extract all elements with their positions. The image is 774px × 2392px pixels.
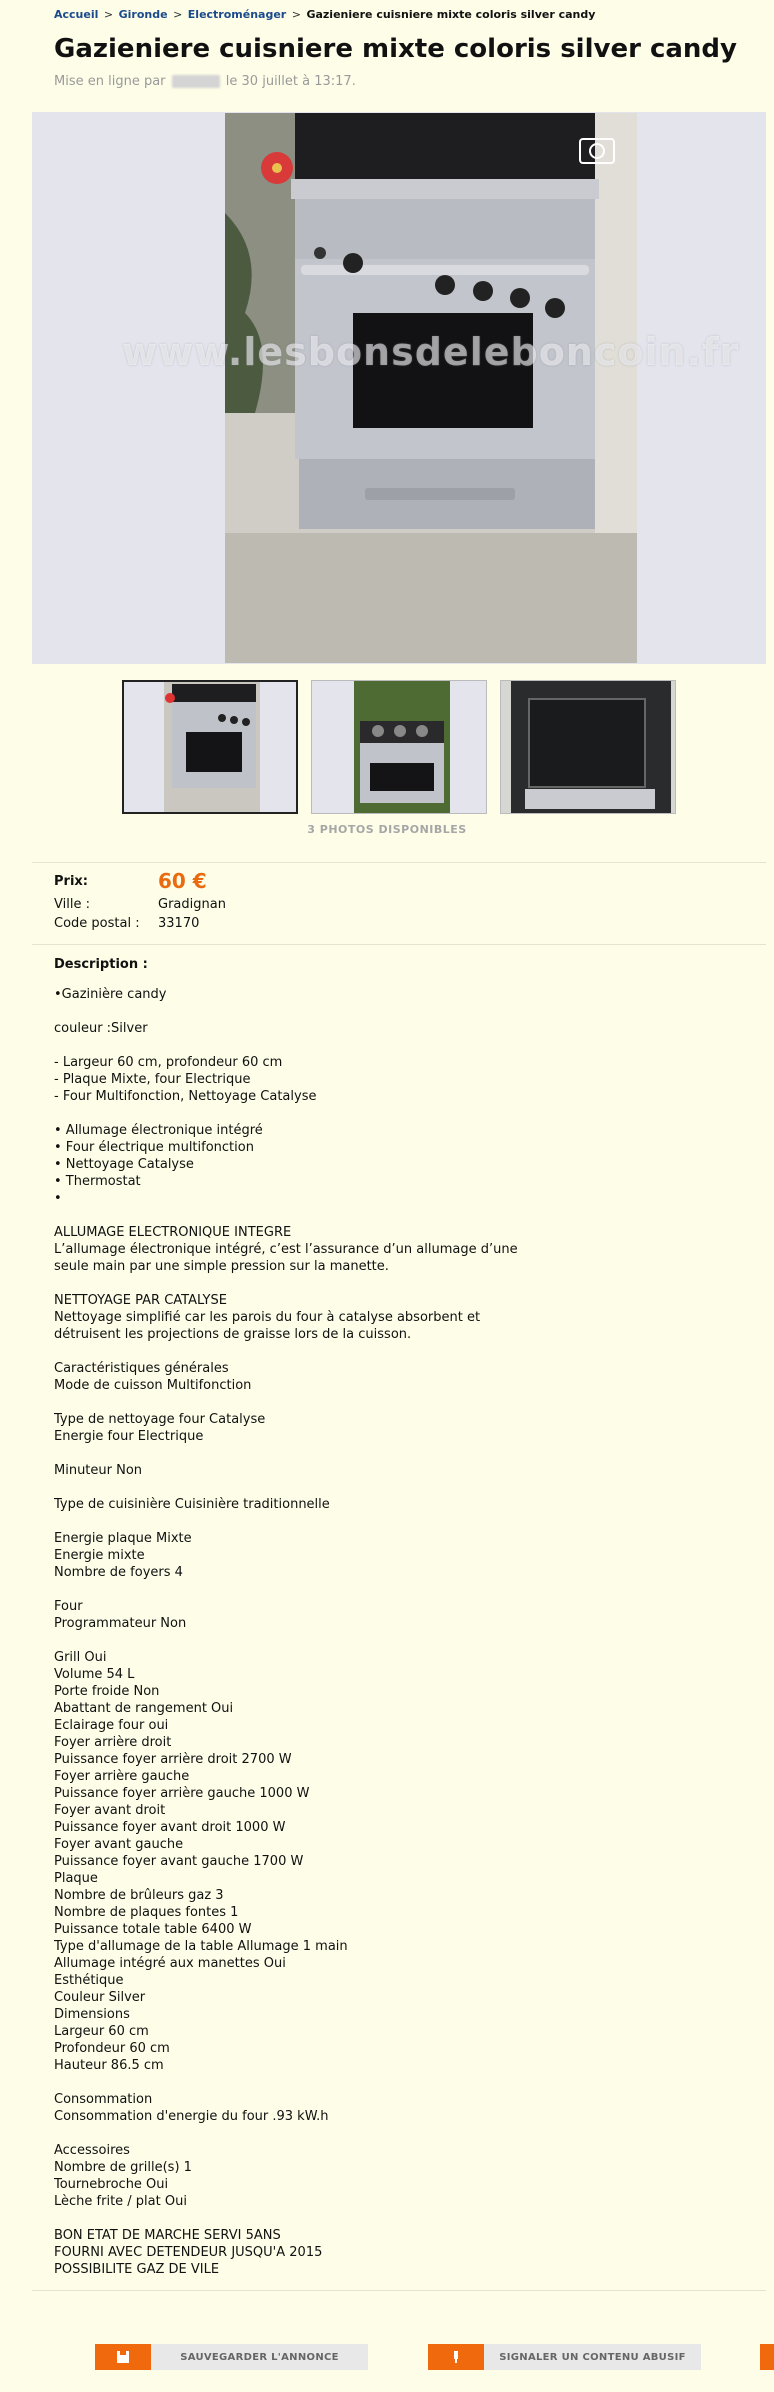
breadcrumb-current: Gazieniere cuisniere mixte coloris silver candy xyxy=(306,8,596,21)
divider xyxy=(32,944,766,945)
page-title: Gazieniere cuisniere mixte coloris silver candy xyxy=(54,34,737,64)
save-ad-button[interactable] xyxy=(95,2344,368,2370)
price-value: 60 € xyxy=(158,869,207,893)
breadcrumb-separator: > xyxy=(103,8,114,21)
breadcrumb xyxy=(54,8,595,21)
divider xyxy=(32,2290,766,2291)
blurred-username xyxy=(172,75,220,88)
breadcrumb-separator: > xyxy=(173,8,183,21)
description-title: Description : xyxy=(54,957,148,972)
report-icon-box xyxy=(428,2344,484,2370)
thumbnail-image xyxy=(312,681,486,813)
watermark: www.lesbonsdeleboncoin.fr xyxy=(122,330,740,374)
breadcrumb-link-accueil[interactable]: Accueil xyxy=(54,8,99,21)
stove-illustration xyxy=(225,113,637,663)
save-ad-label: SAUVEGARDER L'ANNONCE xyxy=(180,2351,339,2363)
next-action-button[interactable] xyxy=(760,2344,774,2370)
city-label: Ville : xyxy=(54,897,90,912)
thumbnail-image xyxy=(124,682,296,812)
divider xyxy=(32,862,766,863)
city-value: Gradignan xyxy=(158,897,226,912)
breadcrumb-link-electromenager[interactable]: Electroménager xyxy=(187,8,287,21)
postal-code-value: 33170 xyxy=(158,916,200,931)
postal-code-label: Code postal : xyxy=(54,916,140,931)
posted-prefix: Mise en ligne par xyxy=(54,74,166,89)
posted-date: le 30 juillet à 13:17. xyxy=(225,74,356,89)
thumbnail-image xyxy=(501,681,675,813)
breadcrumb-link-gironde[interactable]: Gironde xyxy=(118,8,168,21)
report-abuse-button[interactable] xyxy=(428,2344,701,2370)
thumbnail-3[interactable] xyxy=(500,680,676,814)
thumbnail-1[interactable] xyxy=(122,680,298,814)
photos-count: 3 PHOTOS DISPONIBLES xyxy=(307,823,467,836)
report-abuse-label: SIGNALER UN CONTENU ABUSIF xyxy=(499,2351,686,2363)
posted-info xyxy=(54,74,356,89)
flag-icon xyxy=(449,2350,463,2364)
main-photo[interactable] xyxy=(225,113,637,663)
thumbnail-2[interactable] xyxy=(311,680,487,814)
price-label: Prix: xyxy=(54,874,88,889)
main-photo-frame xyxy=(32,112,766,664)
breadcrumb-separator: > xyxy=(291,8,301,21)
save-icon xyxy=(116,2350,130,2364)
description-body: •Gazinière candy couleur :Silver - Largeur 60 cm, profondeur 60 cm - Plaque Mixte, four Electrique - Four Multifonction, Nettoyage Catalyse • Allumage électronique intégré • Four électrique multifonction • Nettoyage Catalyse • Thermostat • ALLUMAGE ELECTRONIQUE INTEGRE L’allumage électronique intégré, c’est l’assurance d’un allumage d’une seule main par une simple pression sur la manette. NETTOYAGE PAR CATALYSE Nettoyage simplifié car les parois du four à catalyse absorbent et détruisent les projections de graisse lors de la cuisson. Caractéristiques générales Mode de cuisson Multifonction Type de nettoyage four Catalyse Energie four Electrique Minuteur Non Type de cuisinière Cuisinière traditionnelle Energie plaque Mixte Energie mixte Nombre de foyers 4 Four Programmateur Non Grill Oui Volume 54 L Porte froide Non Abattant de rangement Oui Eclairage four oui Foyer arrière droit Puissance foyer arrière droit 2700 W Foyer arrière gauche Puissance foyer arrière gauche 1000 W Foyer avant droit Puissance foyer avant droit 1000 W Foyer avant gauche Puissance foyer avant gauche 1700 W Plaque Nombre de brûleurs gaz 3 Nombre de plaques fontes 1 Puissance totale table 6400 W Type d'allumage de la table Allumage 1 main Allumage intégré aux manettes Oui Esthétique Couleur Silver Dimensions Largeur 60 cm Profondeur 60 cm Hauteur 86.5 cm Consommation Consommation d'energie du four .93 kW.h Accessoires Nombre de grille(s) 1 Tournebroche Oui Lèche frite / plat Oui BON ETAT DE MARCHE SERVI 5ANS FOURNI AVEC DETENDEUR JUSQU'A 2015 POSSIBILITE GAZ DE VILE xyxy=(54,987,518,2277)
save-icon-box xyxy=(95,2344,151,2370)
